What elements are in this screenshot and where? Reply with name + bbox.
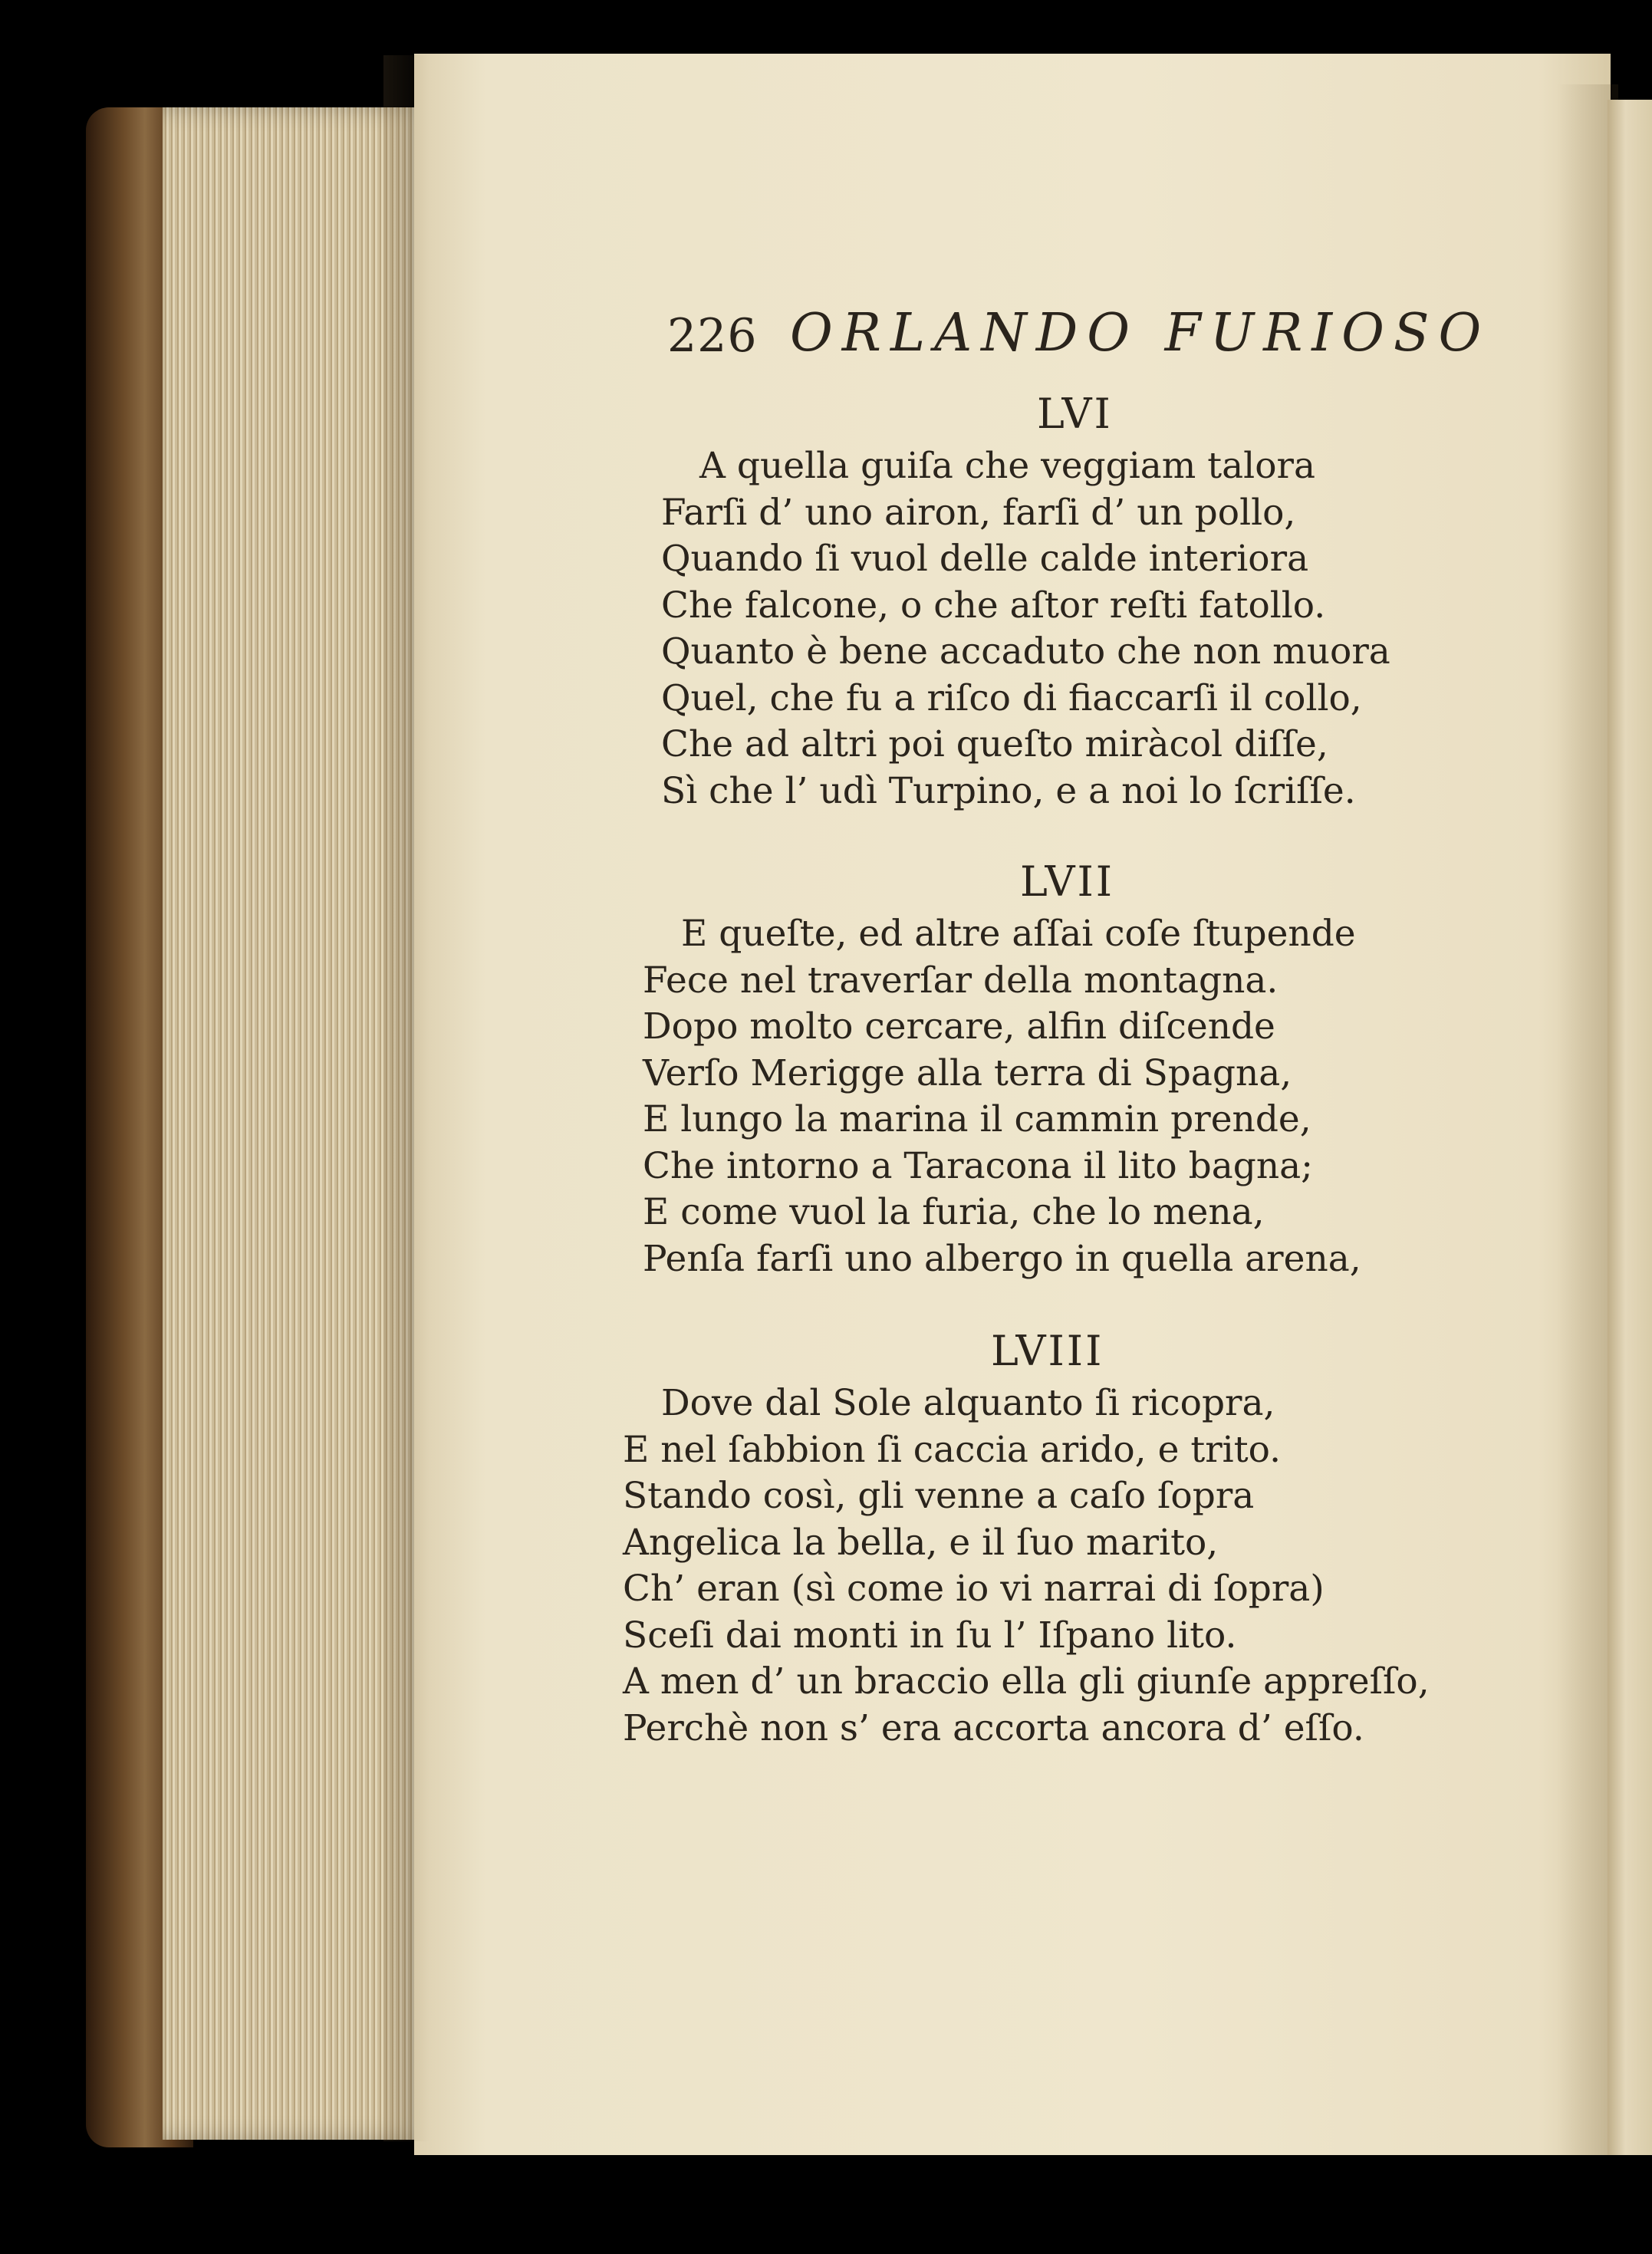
stanza-number: LVI [1037, 390, 1113, 438]
verse-line: E lungo la marina il cammin prende, [643, 1098, 1311, 1140]
verse-line: Quanto è bene accaduto che non muora [661, 630, 1390, 673]
verse-line: Ch’ eran (sì come io vi narrai di ſopra) [623, 1568, 1325, 1610]
book-title: ORLANDO FURIOSO [790, 303, 1491, 364]
verse-line: Penſa farſi uno albergo in quella arena, [643, 1237, 1361, 1280]
stanza-number: LVIII [991, 1327, 1104, 1375]
verse-line: Farſi d’ uno airon, farſi d’ un pollo, [661, 491, 1296, 534]
verse-line: Verſo Merigge alla terra di Spagna, [643, 1051, 1292, 1094]
verse-line: Quando ſi vuol delle calde interiora [661, 538, 1309, 580]
verse-line: Dove dal Sole alquanto ſi ricopra, [661, 1382, 1275, 1424]
verse-line: Sceſi dai monti in ſu l’ Iſpano lito. [623, 1614, 1237, 1657]
page-number: 226 [667, 309, 758, 363]
verse-line: E queſte, ed altre aſſai coſe ſtupende [681, 913, 1356, 955]
stanza-lvi [661, 443, 1390, 814]
gutter-shadow [383, 55, 429, 2141]
verse-line: Quel, che fu a riſco di fiaccarſi il collo, [661, 676, 1362, 719]
verse-line: E come vuol la furia, che lo mena, [643, 1191, 1265, 1233]
verse-line: Fece nel traverſar della montagna. [643, 959, 1278, 1002]
verse-line: Che intorno a Taracona il lito bagna; [643, 1144, 1313, 1187]
verse-line: Angelica la bella, e il ſuo marito, [623, 1521, 1219, 1564]
running-head [667, 303, 1511, 387]
verse-line: Che falcone, o che aſtor reſti fatollo. [661, 584, 1326, 627]
verse-line: A men d’ un braccio ella gli giunſe appreſſo, [623, 1660, 1430, 1703]
verse-line: Dopo molto cercare, alfin diſcende [643, 1005, 1275, 1048]
verse-line: Sì che l’ udì Turpino, e a noi lo ſcriſſe. [661, 769, 1356, 812]
verse-line: Che ad altri poi queſto miràcol diſſe, [661, 723, 1328, 765]
stanza-lviii [623, 1380, 1430, 1752]
stanza-number: LVII [1020, 857, 1115, 906]
stanza-lvii [643, 911, 1361, 1282]
facing-page-edge [1608, 100, 1652, 2155]
verse-line: Stando così, gli venne a caſo ſopra [623, 1475, 1255, 1517]
verse-line: Perchè non s’ era accorta ancora d’ eſſo. [623, 1706, 1364, 1749]
verse-line: E nel ſabbion ſi caccia arido, e trito. [623, 1428, 1282, 1471]
verse-line: A quella guiſa che veggiam talora [699, 445, 1315, 487]
